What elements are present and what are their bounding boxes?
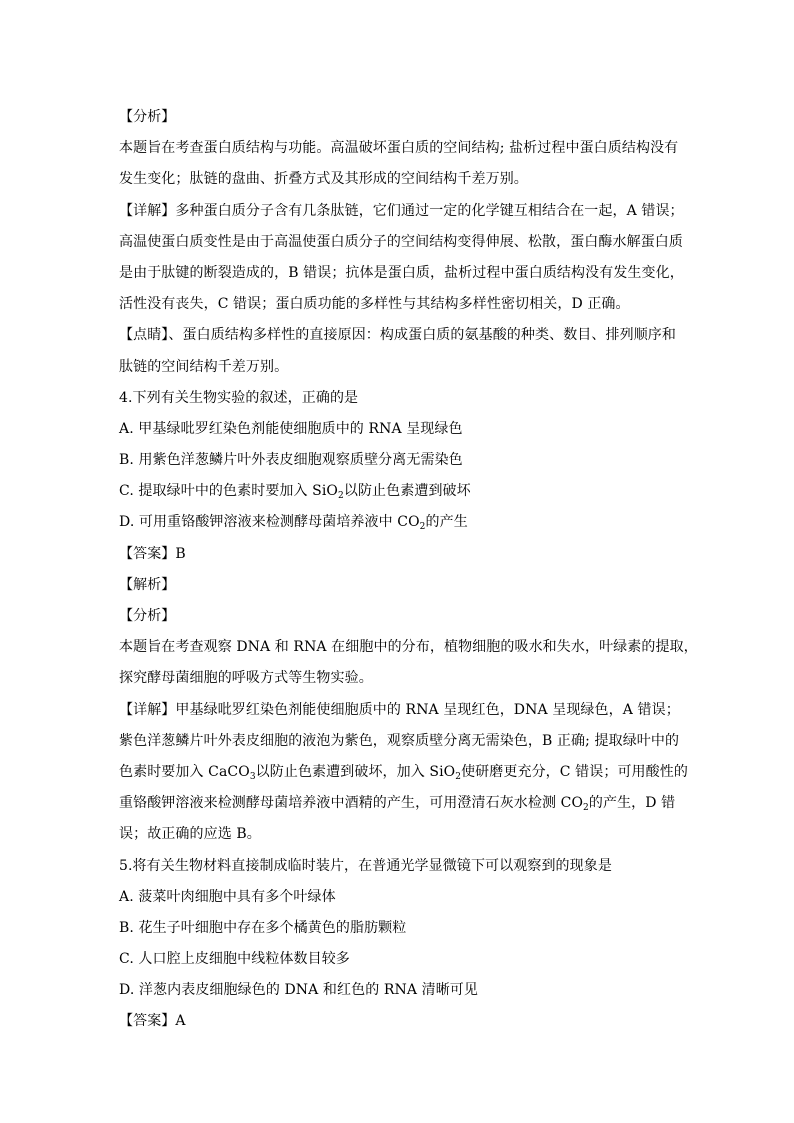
analysis-line: 本题旨在考查蛋白质结构与功能。高温破坏蛋白质的空间结构; 盐析过程中蛋白质结构没有 bbox=[119, 140, 679, 157]
option-d bbox=[119, 507, 679, 538]
detail-text: 的产生，D 错 bbox=[588, 795, 676, 812]
explain-heading: 【解析】 bbox=[119, 576, 176, 593]
analysis-line: 探究酵母菌细胞的呼吸方式等生物实验。 bbox=[119, 670, 373, 687]
subscript: 2 bbox=[583, 803, 589, 814]
option-text: 以防止色素遭到破坏 bbox=[343, 483, 471, 500]
analysis-heading: 【分析】 bbox=[119, 109, 176, 125]
option-b: B. 花生子叶细胞中存在多个橘黄色的脂肪颗粒 bbox=[119, 919, 407, 936]
option-text: C. 提取绿叶中的色素时要加入 SiO bbox=[119, 483, 339, 500]
analysis-line: 本题旨在考查观察 DNA 和 RNA 在细胞中的分布，植物细胞的吸水和失水，叶绿素的提取， bbox=[119, 639, 698, 656]
highlight-line: 【点睛】、蛋白质结构多样性的直接原因：构成蛋白质的氨基酸的种类、数目、排列顺序和 bbox=[119, 327, 676, 344]
subscript: 2 bbox=[419, 522, 426, 533]
subscript: 3 bbox=[249, 771, 256, 782]
detail-line: 活性没有丧失，C 错误；蛋白质功能的多样性与其结构多样性密切相关，D 正确。 bbox=[119, 296, 630, 313]
page-content bbox=[119, 102, 698, 1038]
answer-line: 【答案】A bbox=[119, 1013, 186, 1030]
detail-line: 【详解】多种蛋白质分子含有几条肽链，它们通过一定的化学键互相结合在一起，A 错误； bbox=[119, 202, 684, 219]
option-b: B. 用紫色洋葱鳞片叶外表皮细胞观察质壁分离无需染色 bbox=[119, 452, 463, 469]
detail-line: 误；故正确的应选 B。 bbox=[119, 826, 261, 843]
detail-text: 使研磨更充分，C 错误；可用酸性的 bbox=[461, 763, 688, 780]
detail-text: 以防止色素遭到破坏，加入 SiO bbox=[255, 763, 456, 780]
option-a: A. 甲基绿吡罗红染色剂能使细胞质中的 RNA 呈现绿色 bbox=[119, 420, 463, 437]
detail-line bbox=[119, 757, 688, 788]
option-c: C. 人口腔上皮细胞中线粒体数目较多 bbox=[119, 951, 350, 968]
question-stem: 4.下列有关生物实验的叙述，正确的是 bbox=[119, 389, 359, 406]
highlight-line: 肽链的空间结构千差万别。 bbox=[119, 358, 289, 375]
analysis-heading: 【分析】 bbox=[119, 608, 176, 624]
answer-line: 【答案】B bbox=[119, 545, 186, 562]
detail-line bbox=[119, 788, 679, 819]
option-a: A. 菠菜叶肉细胞中具有多个叶绿体 bbox=[119, 888, 336, 905]
subscript: 2 bbox=[455, 771, 462, 782]
question-stem: 5.将有关生物材料直接制成临时装片，在普通光学显微镜下可以观察到的现象是 bbox=[119, 857, 612, 874]
option-d: D. 洋葱内表皮细胞绿色的 DNA 和红色的 RNA 清晰可见 bbox=[119, 982, 479, 999]
detail-line: 紫色洋葱鳞片叶外表皮细胞的液泡为紫色，观察质壁分离无需染色，B 正确; 提取绿叶中的 bbox=[119, 732, 680, 749]
option-text: D. 可用重铬酸钾溶液来检测酵母菌培养液中 CO bbox=[119, 514, 420, 531]
detail-text: 色素时要加入 CaCO bbox=[119, 763, 250, 780]
detail-line: 高温使蛋白质变性是由于高温使蛋白质分子的空间结构变得伸展、松散，蛋白酶水解蛋白质 bbox=[119, 233, 683, 250]
detail-line: 是由于肽键的断裂造成的，B 错误；抗体是蛋白质，盐析过程中蛋白质结构没有发生变化， bbox=[119, 264, 684, 281]
subscript: 2 bbox=[338, 491, 344, 502]
option-text: 的产生 bbox=[425, 514, 468, 531]
analysis-line: 发生变化；肽链的盘曲、折叠方式及其形成的空间结构千差万别。 bbox=[119, 171, 528, 188]
detail-line: 【详解】甲基绿吡罗红染色剂能使细胞质中的 RNA 呈现红色，DNA 呈现绿色，A 错误； bbox=[119, 701, 680, 718]
detail-text: 重铬酸钾溶液来检测酵母菌培养液中酒精的产生，可用澄清石灰水检测 CO bbox=[119, 795, 584, 812]
option-c bbox=[119, 476, 679, 507]
